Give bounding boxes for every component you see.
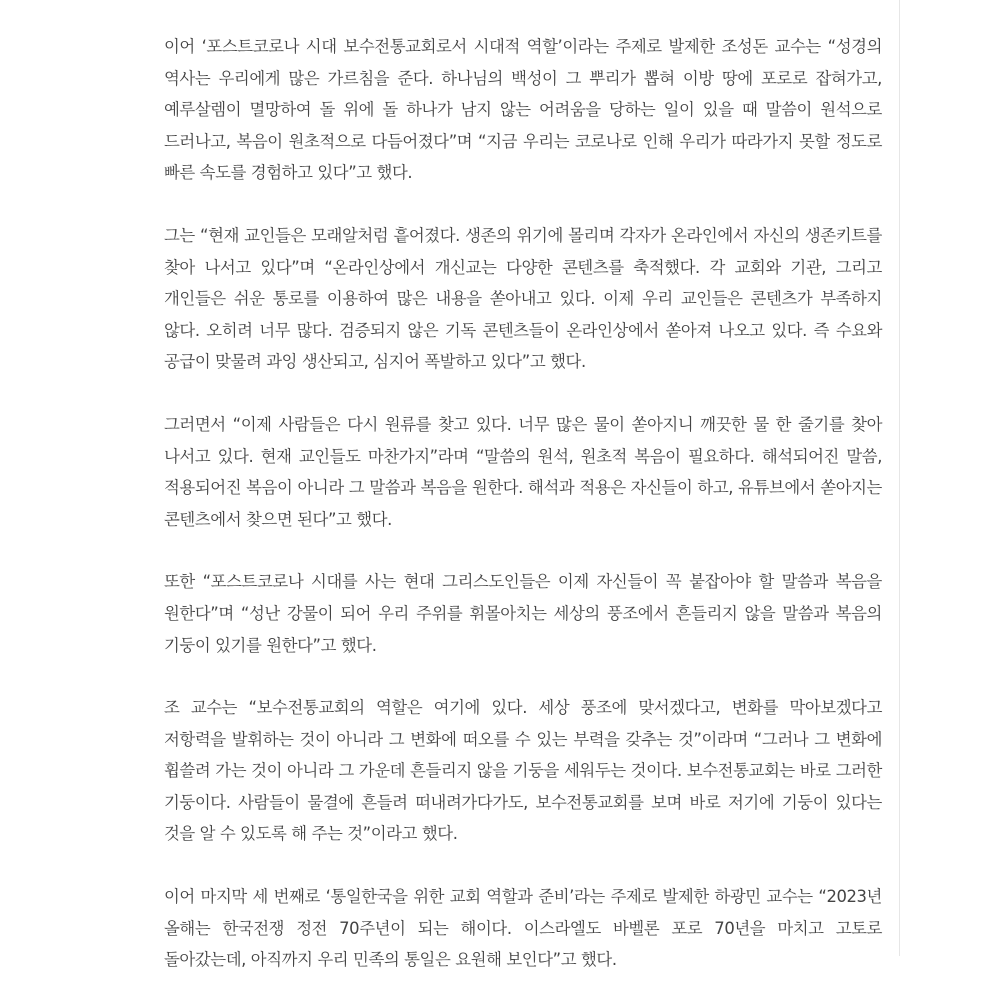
article-paragraph: 조 교수는 “보수전통교회의 역할은 여기에 있다. 세상 풍조에 맞서겠다고, 변화를 막아보겠다고 저항력을 발휘하는 것이 아니라 그 변화에 떠오를 수 있는 부력을 갖추는 것”이라며 “그러나 그 변화에 휩쓸려 가는 것이 아니라 그 가운데 흔들리지 않을 기둥을 세워두는 것이다. 보수전통교회는 바로 그러한 기둥이다. 사람들이 물결에 흔들려 떠내려가다가도, 보수전통교회를 보며 바로 저기에 기둥이 있다는 것을 알 수 있도록 해 주는 것”이라고 했다. bbox=[164, 698, 882, 844]
article-paragraph: 그는 “현재 교인들은 모래알처럼 흩어졌다. 생존의 위기에 몰리며 각자가 온라인에서 자신의 생존키트를 찾아 나서고 있다”며 “온라인상에서 개신교는 다양한 콘텐츠를 축적했다. 각 교회와 기관, 그리고 개인들은 쉬운 통로를 이용하여 많은 내용을 쏟아내고 있다. 이제 우리 교인들은 콘텐츠가 부족하지 않다. 오히려 너무 많다. 검증되지 않은 기독 콘텐츠들이 온라인상에서 쏟아져 나오고 있다. 즉 수요와 공급이 맞물려 과잉 생산되고, 심지어 폭발하고 있다”고 했다. bbox=[164, 225, 882, 372]
column-divider bbox=[899, 0, 900, 956]
article-paragraph: 또한 “포스트코로나 시대를 사는 현대 그리스도인들은 이제 자신들이 꼭 붙잡아야 할 말씀과 복음을 원한다”며 “성난 강물이 되어 우리 주위를 휘몰아치는 세상의 풍조에서 흔들리지 않을 말씀과 복음의 기둥이 있기를 원한다”고 했다. bbox=[164, 572, 882, 655]
article-paragraph: 이어 ‘포스트코로나 시대 보수전통교회로서 시대적 역할’이라는 주제로 발제한 조성돈 교수는 “성경의 역사는 우리에게 많은 가르침을 준다. 하나님의 백성이 그 뿌리가 뽑혀 이방 땅에 포로로 잡혀가고, 예루살렘이 멸망하여 돌 위에 돌 하나가 남지 않는 어려움을 당하는 일이 있을 때 말씀이 원석으로 드러나고, 복음이 원초적으로 다듬어졌다”며 “지금 우리는 코로나로 인해 우리가 따라가지 못할 정도로 빠른 속도를 경험하고 있다”고 했다. bbox=[164, 37, 882, 183]
article-paragraph: 이어 마지막 세 번째로 ‘통일한국을 위한 교회 역할과 준비’라는 주제로 발제한 하광민 교수는 “2023년 올해는 한국전쟁 정전 70주년이 되는 해이다. 이스라엘도 바벨론 포로 70년을 마치고 고토로 돌아갔는데, 아직까지 우리 민족의 통일은 요원해 보인다”고 했다. bbox=[164, 887, 882, 970]
article-body bbox=[164, 31, 882, 1007]
article-paragraph: 그러면서 “이제 사람들은 다시 원류를 찾고 있다. 너무 많은 물이 쏟아지니 깨끗한 물 한 줄기를 찾아 나서고 있다. 현재 교인들도 마찬가지”라며 “말씀의 원석, 원초적 복음이 필요하다. 해석되어진 말씀, 적용되어진 복음이 아니라 그 말씀과 복음을 원한다. 해석과 적용은 자신들이 하고, 유튜브에서 쏟아지는 콘텐츠에서 찾으면 된다”고 했다. bbox=[164, 414, 882, 529]
